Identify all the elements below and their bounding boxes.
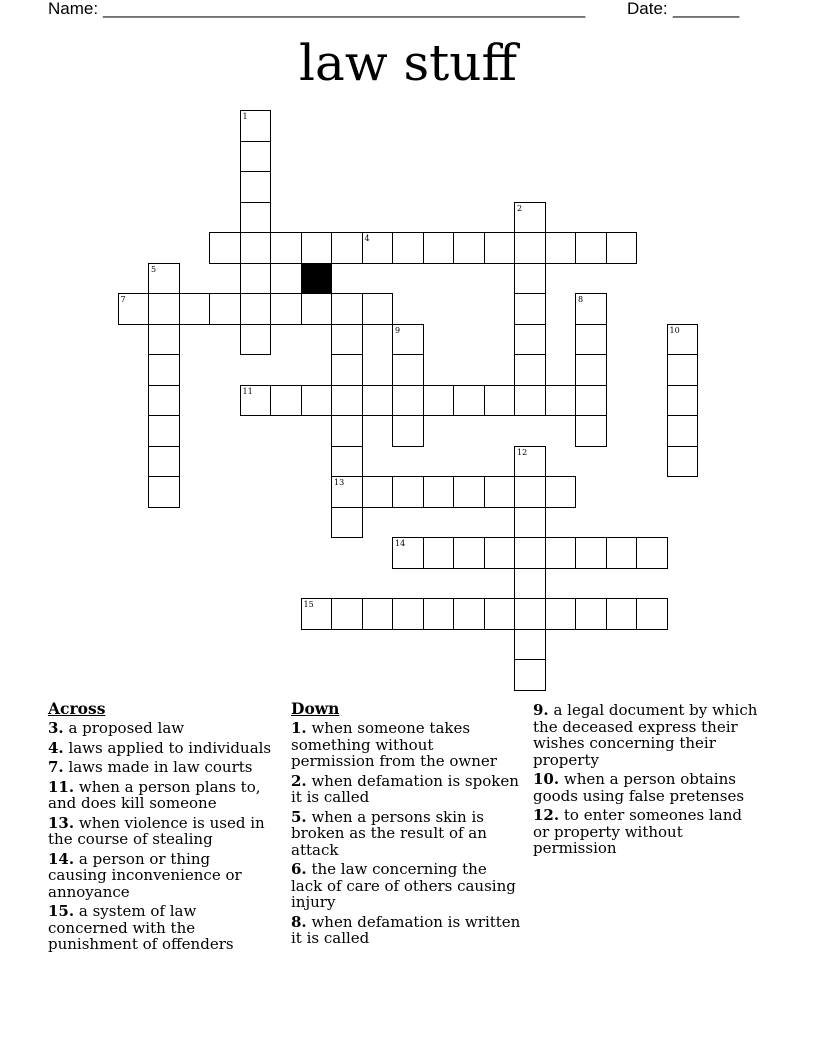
grid-cell[interactable] bbox=[606, 598, 638, 630]
grid-cell[interactable] bbox=[331, 415, 363, 447]
across-clues bbox=[48, 700, 273, 956]
grid-cell[interactable] bbox=[575, 415, 607, 447]
grid-cell[interactable] bbox=[392, 354, 424, 386]
grid-cell[interactable] bbox=[514, 446, 546, 478]
grid-cell[interactable] bbox=[514, 476, 546, 508]
name-label: Name: bbox=[48, 0, 99, 18]
grid-cell[interactable] bbox=[514, 202, 546, 234]
down-clue-list bbox=[291, 720, 521, 947]
clue-item-number: 1. bbox=[291, 719, 307, 737]
grid-cell[interactable] bbox=[545, 476, 577, 508]
grid-cell[interactable] bbox=[240, 110, 272, 142]
clue-item bbox=[48, 851, 273, 901]
date-label: Date: bbox=[627, 0, 668, 18]
down-clues-column-2 bbox=[533, 702, 758, 860]
grid-cell[interactable] bbox=[545, 385, 577, 417]
grid-cell[interactable] bbox=[606, 537, 638, 569]
grid-cell[interactable] bbox=[240, 324, 272, 356]
grid-cell[interactable] bbox=[392, 598, 424, 630]
grid-cell[interactable] bbox=[514, 568, 546, 600]
clue-item bbox=[291, 720, 521, 770]
grid-cell[interactable] bbox=[667, 446, 699, 478]
clue-item bbox=[291, 914, 521, 947]
grid-cell[interactable] bbox=[575, 598, 607, 630]
clue-number: 4 bbox=[364, 234, 370, 243]
clue-number: 2 bbox=[517, 203, 523, 213]
clue-item-number: 15. bbox=[48, 902, 75, 920]
grid-cell[interactable] bbox=[575, 324, 607, 356]
grid-cell[interactable] bbox=[514, 354, 546, 386]
clue-item-text: when violence is used in the course of stealing bbox=[48, 813, 265, 848]
grid-cell[interactable] bbox=[240, 385, 272, 417]
grid-cell[interactable] bbox=[514, 232, 546, 264]
clue-item-text: when a person obtains goods using false pretenses bbox=[533, 770, 745, 805]
grid-cell[interactable] bbox=[240, 202, 272, 234]
grid-cell[interactable] bbox=[423, 537, 455, 569]
clue-item-text: when a persons skin is broken as the result of an attack bbox=[291, 807, 487, 859]
grid-cell[interactable] bbox=[362, 232, 394, 264]
grid-cell[interactable] bbox=[240, 232, 272, 264]
grid-cell[interactable] bbox=[148, 263, 180, 295]
grid-cell[interactable] bbox=[392, 385, 424, 417]
grid-cell[interactable] bbox=[392, 324, 424, 356]
grid-cell[interactable] bbox=[484, 598, 516, 630]
across-clue-list bbox=[48, 720, 273, 953]
grid-cell[interactable] bbox=[514, 598, 546, 630]
clue-item-number: 12. bbox=[533, 806, 560, 824]
clue-item-text: a person or thing causing inconvenience or annoyance bbox=[48, 849, 242, 901]
grid-cell[interactable] bbox=[453, 385, 485, 417]
grid-cell[interactable] bbox=[240, 141, 272, 173]
grid-cell[interactable] bbox=[667, 385, 699, 417]
grid-cell[interactable] bbox=[423, 385, 455, 417]
black-cell bbox=[301, 263, 333, 295]
clue-item bbox=[48, 903, 273, 953]
grid-cell[interactable] bbox=[362, 476, 394, 508]
grid-cell[interactable] bbox=[514, 629, 546, 661]
grid-cell[interactable] bbox=[514, 293, 546, 325]
clue-item bbox=[48, 720, 273, 737]
grid-cell[interactable] bbox=[362, 598, 394, 630]
clue-item-number: 2. bbox=[291, 771, 307, 790]
grid-cell[interactable] bbox=[301, 385, 333, 417]
page-title: law stuff bbox=[299, 34, 517, 92]
grid-cell[interactable] bbox=[148, 293, 180, 325]
grid-cell[interactable] bbox=[453, 232, 485, 264]
grid-cell[interactable] bbox=[148, 446, 180, 478]
grid-cell[interactable] bbox=[545, 537, 577, 569]
grid-cell[interactable] bbox=[453, 598, 485, 630]
grid-cell[interactable] bbox=[667, 354, 699, 386]
grid-cell[interactable] bbox=[148, 415, 180, 447]
clue-item-text: when someone takes something without permission from the owner bbox=[291, 719, 497, 770]
clue-item bbox=[48, 779, 273, 812]
grid-cell[interactable] bbox=[514, 385, 546, 417]
clue-item-text: to enter someones land or property without permission bbox=[533, 806, 742, 857]
grid-cell[interactable] bbox=[484, 537, 516, 569]
clue-item-text: when a person plans to, and does kill someone bbox=[48, 777, 261, 812]
grid-cell[interactable] bbox=[575, 385, 607, 417]
clue-item-number: 4. bbox=[48, 738, 64, 757]
grid-cell[interactable] bbox=[575, 354, 607, 386]
clue-item-text: when defamation is written it is called bbox=[291, 912, 521, 947]
grid-cell[interactable] bbox=[362, 385, 394, 417]
down-clues-column-1 bbox=[291, 700, 521, 950]
grid-cell[interactable] bbox=[240, 171, 272, 203]
clue-item-text: a legal document by which the deceased express their wishes concerning their property bbox=[533, 701, 758, 769]
grid-cell[interactable] bbox=[209, 293, 241, 325]
grid-cell[interactable] bbox=[209, 232, 241, 264]
grid-cell[interactable] bbox=[423, 232, 455, 264]
grid-cell[interactable] bbox=[636, 537, 668, 569]
down-heading: Down bbox=[291, 699, 340, 718]
grid-cell[interactable] bbox=[362, 293, 394, 325]
clue-item-number: 10. bbox=[533, 770, 560, 788]
clue-item-text: the law concerning the lack of care of others causing injury bbox=[291, 860, 516, 911]
grid-cell[interactable] bbox=[331, 293, 363, 325]
name-field-line[interactable]: ___________________________________________________ bbox=[103, 0, 586, 18]
grid-cell[interactable] bbox=[484, 385, 516, 417]
grid-cell[interactable] bbox=[514, 263, 546, 295]
grid-cell[interactable] bbox=[301, 232, 333, 264]
grid-cell[interactable] bbox=[423, 476, 455, 508]
clue-item-number: 5. bbox=[291, 807, 307, 826]
clue-number: 12 bbox=[517, 447, 528, 457]
clue-number: 7 bbox=[120, 295, 126, 304]
clue-item bbox=[48, 740, 273, 757]
clue-number: 14 bbox=[395, 539, 406, 548]
grid-cell[interactable] bbox=[301, 293, 333, 325]
clue-item bbox=[533, 702, 758, 768]
grid-cell[interactable] bbox=[331, 598, 363, 630]
grid-cell[interactable] bbox=[148, 324, 180, 356]
date-field-line[interactable]: _______ bbox=[673, 0, 740, 18]
grid-cell[interactable] bbox=[148, 385, 180, 417]
grid-cell[interactable] bbox=[514, 507, 546, 539]
grid-cell[interactable] bbox=[240, 293, 272, 325]
clue-item bbox=[533, 807, 758, 857]
grid-cell[interactable] bbox=[453, 537, 485, 569]
grid-cell[interactable] bbox=[667, 415, 699, 447]
grid-cell[interactable] bbox=[514, 537, 546, 569]
clue-item bbox=[48, 759, 273, 776]
clue-number: 11 bbox=[242, 386, 253, 396]
grid-cell[interactable] bbox=[270, 232, 302, 264]
clue-item-number: 8. bbox=[291, 912, 307, 931]
clue-item bbox=[533, 771, 758, 804]
grid-cell[interactable] bbox=[270, 385, 302, 417]
grid-cell[interactable] bbox=[514, 659, 546, 691]
grid-cell[interactable] bbox=[392, 232, 424, 264]
clue-item-number: 9. bbox=[533, 701, 549, 719]
grid-cell[interactable] bbox=[118, 293, 150, 325]
clue-item-text: laws applied to individuals bbox=[63, 738, 272, 757]
clue-item bbox=[291, 773, 521, 806]
grid-cell[interactable] bbox=[484, 476, 516, 508]
grid-cell[interactable] bbox=[331, 385, 363, 417]
grid-cell[interactable] bbox=[545, 598, 577, 630]
clue-item-number: 7. bbox=[48, 758, 64, 776]
grid-cell[interactable] bbox=[575, 537, 607, 569]
clue-number: 13 bbox=[334, 478, 345, 487]
clue-number: 8 bbox=[578, 295, 584, 304]
grid-cell[interactable] bbox=[331, 446, 363, 478]
grid-cell[interactable] bbox=[392, 537, 424, 569]
grid-cell[interactable] bbox=[331, 507, 363, 539]
grid-cell[interactable] bbox=[575, 232, 607, 264]
grid-cell[interactable] bbox=[301, 598, 333, 630]
clue-item-number: 11. bbox=[48, 777, 75, 796]
clue-number: 9 bbox=[395, 325, 401, 335]
grid-cell[interactable] bbox=[240, 263, 272, 295]
grid-cell[interactable] bbox=[392, 476, 424, 508]
grid-cell[interactable] bbox=[484, 232, 516, 264]
clue-number: 15 bbox=[303, 600, 314, 609]
grid-cell[interactable] bbox=[606, 232, 638, 264]
down-clue-list-continued bbox=[533, 702, 758, 857]
grid-cell[interactable] bbox=[453, 476, 485, 508]
clue-item-number: 6. bbox=[291, 860, 307, 878]
grid-cell[interactable] bbox=[514, 324, 546, 356]
grid-cell[interactable] bbox=[331, 354, 363, 386]
grid-cell[interactable] bbox=[179, 293, 211, 325]
clue-item-text: when defamation is spoken it is called bbox=[291, 771, 519, 806]
across-heading: Across bbox=[48, 699, 106, 718]
grid-cell[interactable] bbox=[392, 415, 424, 447]
grid-cell[interactable] bbox=[331, 232, 363, 264]
grid-cell[interactable] bbox=[636, 598, 668, 630]
clue-number: 1 bbox=[242, 112, 248, 121]
clue-item-number: 14. bbox=[48, 849, 75, 868]
grid-cell[interactable] bbox=[331, 476, 363, 508]
clue-item bbox=[291, 809, 521, 859]
clue-item bbox=[48, 815, 273, 848]
grid-cell[interactable] bbox=[545, 232, 577, 264]
clue-item-text: a system of law concerned with the punishment of offenders bbox=[48, 902, 234, 953]
clue-item-number: 13. bbox=[48, 813, 75, 832]
clue-item-text: laws made in law courts bbox=[63, 758, 253, 776]
grid-cell[interactable] bbox=[148, 354, 180, 386]
clue-number: 10 bbox=[669, 325, 680, 335]
grid-cell[interactable] bbox=[423, 598, 455, 630]
clue-item bbox=[291, 861, 521, 911]
grid-cell[interactable] bbox=[148, 476, 180, 508]
clue-item-text: a proposed law bbox=[63, 719, 185, 737]
grid-cell[interactable] bbox=[270, 293, 302, 325]
grid-cell[interactable] bbox=[575, 293, 607, 325]
grid-cell[interactable] bbox=[667, 324, 699, 356]
grid-cell[interactable] bbox=[331, 324, 363, 356]
clue-item-number: 3. bbox=[48, 719, 64, 737]
clue-number: 5 bbox=[151, 264, 157, 274]
